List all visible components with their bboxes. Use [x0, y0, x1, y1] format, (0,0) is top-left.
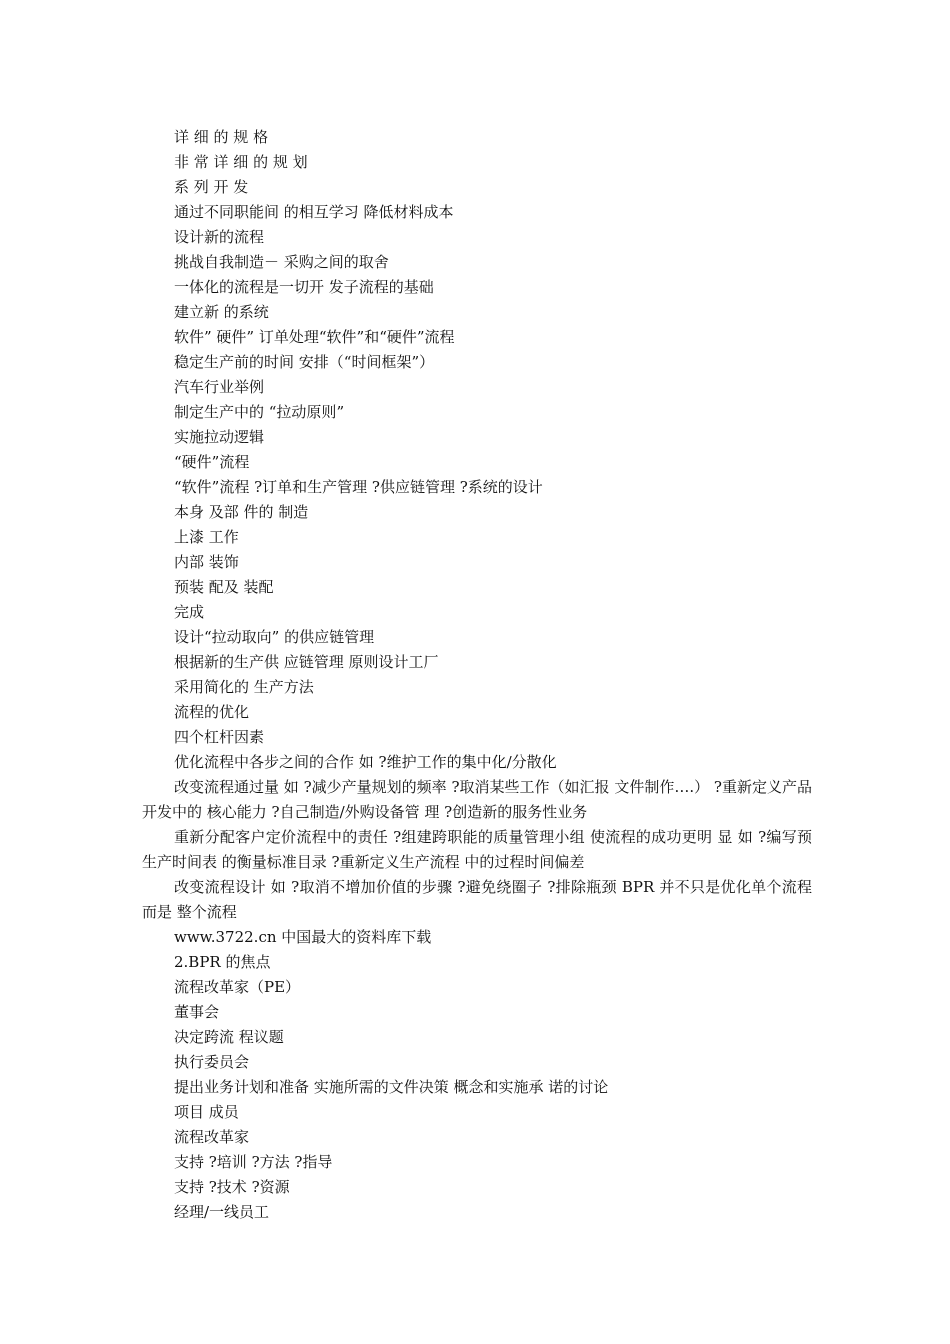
text-line: 设计新的流程	[174, 228, 265, 246]
text-line: 项目 成员	[174, 1103, 239, 1121]
text-line: 根据新的生产供 应链管理 原则设计工厂	[174, 653, 439, 671]
text-line: 汽车行业举例	[174, 378, 265, 396]
text-line: 支持 ?培训 ?方法 ?指导	[174, 1153, 333, 1171]
text-line: 流程改革家（PE）	[174, 978, 301, 996]
paragraph: 改变流程设计 如 ?取消不增加价值的步骤 ?避免绕圈子 ?排除瓶颈 BPR 并不只是优化单个流程而是 整个流程	[142, 878, 812, 921]
text-line: 一体化的流程是一切开 发子流程的基础	[174, 278, 434, 296]
document-body	[142, 125, 812, 1225]
text-line: 流程改革家	[174, 1128, 250, 1146]
text-line: 挑战自我制造－ 采购之间的取舍	[174, 253, 389, 271]
section-heading: 2.BPR 的焦点	[174, 953, 271, 971]
text-line: 建立新 的系统	[174, 303, 269, 321]
text-line: 支持 ?技术 ?资源	[174, 1178, 290, 1196]
text-line: 实施拉动逻辑	[174, 428, 265, 446]
text-line: 详 细 的 规 格	[174, 128, 269, 146]
text-line: 系 列 开 发	[174, 178, 249, 196]
text-line: 采用简化的 生产方法	[174, 678, 314, 696]
text-line: 通过不同职能间 的相互学习 降低材料成本	[174, 203, 454, 221]
text-line: 制定生产中的 “拉动原则”	[174, 403, 345, 421]
text-line: 上漆 工作	[174, 528, 239, 546]
text-line: 董事会	[174, 1003, 220, 1021]
text-line: 完成	[174, 603, 205, 621]
text-line: 内部 装饰	[174, 553, 239, 571]
text-line: 决定跨流 程议题	[174, 1028, 284, 1046]
text-line: 非 常 详 细 的 规 划	[174, 153, 308, 171]
text-line: “软件”流程 ?订单和生产管理 ?供应链管理 ?系统的设计	[174, 478, 543, 496]
text-line: 软件” 硬件” 订单处理“软件”和“硬件”流程	[174, 328, 455, 346]
text-line: 提出业务计划和准备 实施所需的文件决策 概念和实施承 诺的讨论	[174, 1078, 609, 1096]
text-line: 设计“拉动取向” 的供应链管理	[174, 628, 375, 646]
paragraph: 重新分配客户定价流程中的责任 ?组建跨职能的质量管理小组 使流程的成功更明 显 如 ?编写预生产时间表 的衡量标准目录 ?重新定义生产流程 中的过程时间偏差	[142, 828, 812, 871]
text-line: 预装 配及 装配	[174, 578, 274, 596]
paragraph: 改变流程通过量 如 ?减少产量规划的频率 ?取消某些工作（如汇报 文件制作….） ?重新定义产品开发中的 核心能力 ?自己制造/外购设备管 理 ?创造新的服务性业务	[142, 778, 812, 821]
text-line: 经理/一线员工	[174, 1203, 270, 1221]
source-link-text: www.3722.cn 中国最大的资料库下载	[174, 928, 432, 946]
text-line: 优化流程中各步之间的合作 如 ?维护工作的集中化/分散化	[174, 753, 557, 771]
text-line: “硬件”流程	[174, 453, 250, 471]
text-line: 本身 及部 件的 制造	[174, 503, 309, 521]
text-line: 执行委员会	[174, 1053, 250, 1071]
text-line: 流程的优化	[174, 703, 250, 721]
text-line: 稳定生产前的时间 安排（“时间框架”）	[174, 353, 435, 371]
text-line: 四个杠杆因素	[174, 728, 265, 746]
